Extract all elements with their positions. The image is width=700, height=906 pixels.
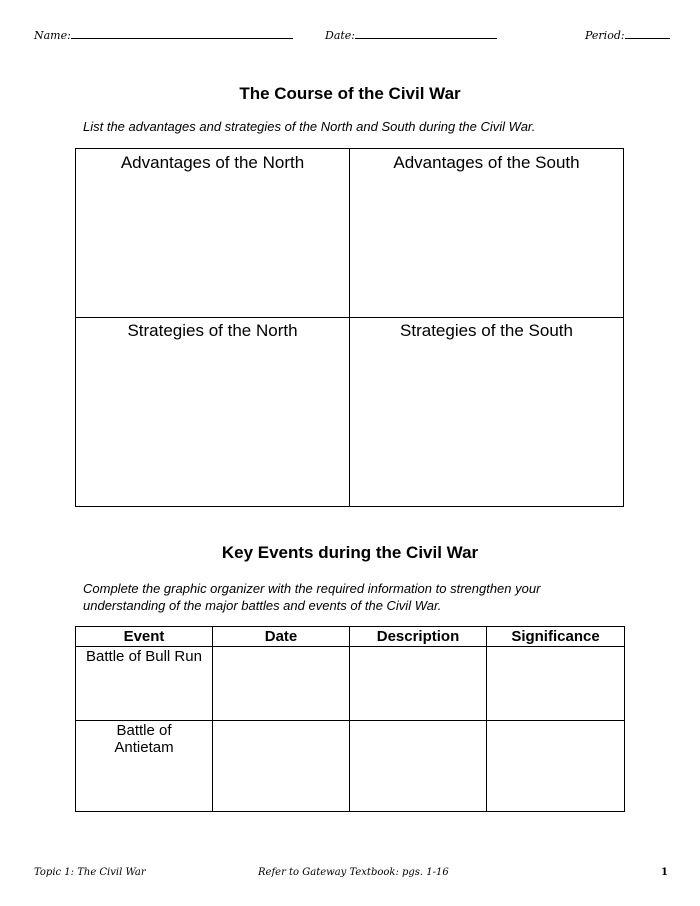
- column-header-significance: Significance: [487, 627, 625, 647]
- name-field[interactable]: [34, 28, 293, 42]
- column-header-event: Event: [76, 627, 213, 647]
- strategies-south-cell[interactable]: Strategies of the South: [400, 321, 573, 340]
- period-field[interactable]: [585, 28, 670, 42]
- section1-instructions: List the advantages and strategies of the North and South during the Civil War.: [83, 119, 536, 134]
- event-cell: Battle of Bull Run: [76, 647, 213, 721]
- section1-title: The Course of the Civil War: [239, 84, 461, 103]
- significance-cell[interactable]: [487, 721, 625, 812]
- advantages-strategies-grid: [75, 148, 624, 507]
- event-cell: Battle of Antietam: [76, 721, 213, 812]
- period-blank[interactable]: [625, 28, 670, 39]
- advantages-south-cell[interactable]: Advantages of the South: [350, 149, 623, 318]
- period-label: Period:: [585, 29, 625, 42]
- table-row: [76, 721, 625, 812]
- date-field[interactable]: [325, 28, 497, 42]
- table-row: [76, 647, 625, 721]
- date-blank[interactable]: [355, 28, 497, 39]
- strategies-north-cell[interactable]: Strategies of the North: [76, 318, 350, 506]
- name-blank[interactable]: [71, 28, 293, 39]
- significance-cell[interactable]: [487, 647, 625, 721]
- column-header-date: Date: [213, 627, 350, 647]
- page-number: 1: [661, 867, 668, 878]
- key-events-table: [75, 626, 625, 812]
- date-cell[interactable]: [213, 721, 350, 812]
- description-cell[interactable]: [350, 647, 487, 721]
- date-cell[interactable]: [213, 647, 350, 721]
- name-label: Name:: [34, 29, 71, 42]
- footer-topic: Topic 1: The Civil War: [34, 867, 146, 878]
- footer-reference: Refer to Gateway Textbook: pgs. 1-16: [258, 867, 449, 878]
- advantages-north-cell[interactable]: Advantages of the North: [76, 149, 350, 318]
- description-cell[interactable]: [350, 721, 487, 812]
- section2-title: Key Events during the Civil War: [221, 543, 479, 562]
- table-header-row: [76, 627, 625, 647]
- date-label: Date:: [325, 29, 356, 42]
- section2-instructions: Complete the graphic organizer with the required information to strengthen your understanding of the major battles and events of the Civil War.: [83, 581, 541, 613]
- column-header-description: Description: [350, 627, 487, 647]
